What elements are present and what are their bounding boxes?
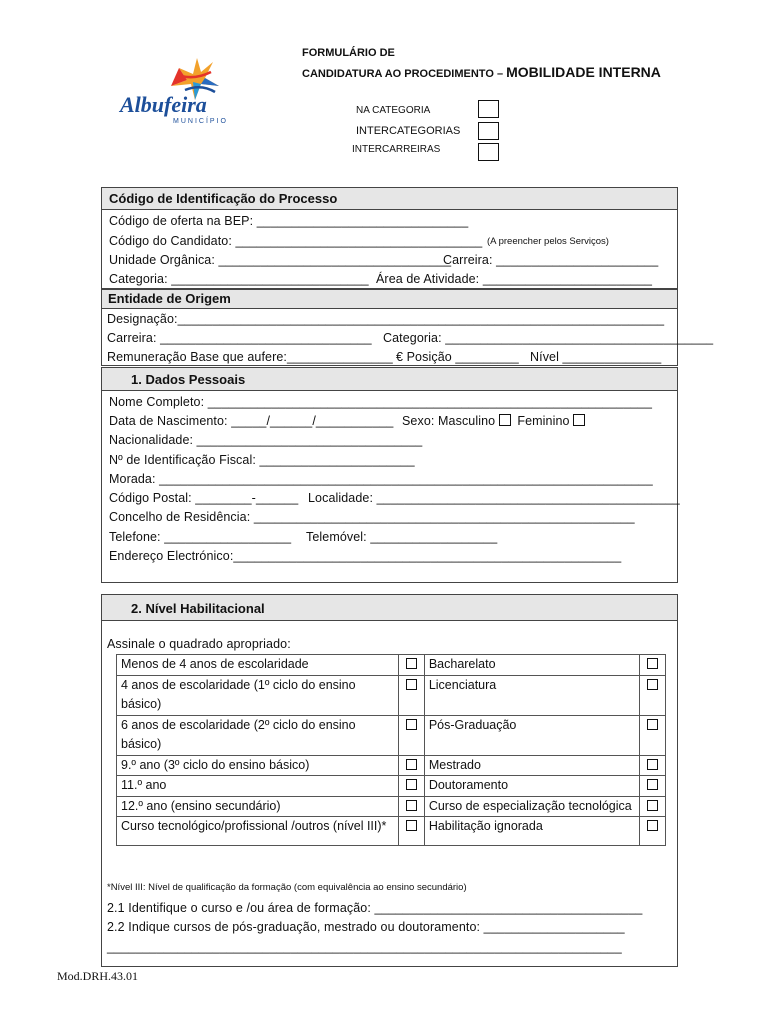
level-right-checkbox[interactable]: [647, 759, 658, 770]
curso-field[interactable]: 2.1 Identifique o curso e /ou área de formação: ______________________________________: [107, 901, 643, 915]
form-code: Mod.DRH.43.01: [57, 969, 139, 983]
table-row: [117, 817, 666, 846]
level-left-checkbox[interactable]: [406, 779, 417, 790]
origem-title: Entidade de Origem: [108, 291, 231, 306]
option-na-categoria-label: NA CATEGORIA: [356, 105, 431, 116]
level-left-label: 6 anos de escolaridade (2º ciclo do ensino básico): [117, 715, 399, 755]
form-title-line1: FORMULÁRIO DE: [302, 47, 395, 59]
codigo-candidato-field[interactable]: Código do Candidato: ___________________________________: [109, 234, 483, 248]
habilitacional-table: [116, 654, 666, 846]
level-left-checkbox[interactable]: [406, 679, 417, 690]
feminino-checkbox[interactable]: [573, 414, 585, 426]
level-right-label: Mestrado: [424, 755, 639, 776]
table-row: [117, 715, 666, 755]
telemovel-field[interactable]: Telemóvel: __________________: [306, 530, 498, 544]
posicao-field[interactable]: € Posição _________: [396, 350, 519, 364]
nif-field[interactable]: Nº de Identificação Fiscal: ______________________: [109, 453, 415, 467]
unidade-organica-field[interactable]: Unidade Orgânica: _________________________________: [109, 253, 452, 267]
option-na-categoria-checkbox[interactable]: [478, 100, 499, 118]
carreira-origem-field[interactable]: Carreira: ______________________________: [107, 331, 372, 345]
designacao-field[interactable]: Designação:_____________________________________________________________________: [107, 312, 665, 326]
level-left-label: Menos de 4 anos de escolaridade: [117, 655, 399, 676]
municipality-logo: [115, 52, 235, 132]
masculino-checkbox[interactable]: [499, 414, 511, 426]
level-right-label: Habilitação ignorada: [424, 817, 639, 846]
level-left-checkbox[interactable]: [406, 658, 417, 669]
candidato-note: (A preencher pelos Serviços): [487, 236, 609, 247]
nivel-field[interactable]: Nível ______________: [530, 350, 662, 364]
level-right-label: Pós-Graduação: [424, 715, 639, 755]
level-right-checkbox[interactable]: [647, 719, 658, 730]
carreira-processo-field[interactable]: Carreira: _______________________: [443, 253, 659, 267]
level-left-label: 12.º ano (ensino secundário): [117, 796, 399, 817]
nome-completo-field[interactable]: Nome Completo: _______________________________________________________________: [109, 395, 653, 409]
pos-graduacao-field[interactable]: 2.2 Indique cursos de pós-graduação, mestrado ou doutoramento: ____________________: [107, 920, 625, 934]
level-left-label: 4 anos de escolaridade (1º ciclo do ensino básico): [117, 675, 399, 715]
codigo-oferta-field[interactable]: Código de oferta na BEP: ______________________________: [109, 214, 469, 228]
remuneracao-field[interactable]: Remuneração Base que aufere:_______________: [107, 350, 393, 364]
categoria-processo-field[interactable]: Categoria: ____________________________: [109, 272, 369, 286]
level-right-label: Curso de especialização tecnológica: [424, 796, 639, 817]
level-left-label: 11.º ano: [117, 776, 399, 797]
habilitacional-instruction: Assinale o quadrado apropriado:: [107, 637, 291, 651]
option-intercategorias-checkbox[interactable]: [478, 122, 499, 140]
level-right-checkbox[interactable]: [647, 679, 658, 690]
email-field[interactable]: Endereço Electrónico:_______________________________________________________: [109, 549, 622, 563]
level-right-checkbox[interactable]: [647, 779, 658, 790]
table-row: [117, 655, 666, 676]
concelho-field[interactable]: Concelho de Residência: ______________________________________________________: [109, 510, 635, 524]
logo-text: Albufeira: [120, 92, 207, 117]
logo-subtext: MUNICÍPIO: [173, 118, 228, 125]
level-left-checkbox[interactable]: [406, 719, 417, 730]
level-right-label: Licenciatura: [424, 675, 639, 715]
option-intercarreiras-label: INTERCARREIRAS: [352, 144, 441, 155]
option-intercategorias-label: INTERCATEGORIAS: [356, 125, 461, 137]
level-right-checkbox[interactable]: [647, 658, 658, 669]
level-left-checkbox[interactable]: [406, 759, 417, 770]
telefone-field[interactable]: Telefone: __________________: [109, 530, 292, 544]
nacionalidade-field[interactable]: Nacionalidade: ________________________________: [109, 433, 423, 447]
pessoais-title: 1. Dados Pessoais: [131, 372, 246, 387]
habilitacional-title: 2. Nível Habilitacional: [131, 601, 265, 616]
form-title-line2: CANDIDATURA AO PROCEDIMENTO – MOBILIDADE INTERNA: [302, 64, 661, 80]
level-left-checkbox[interactable]: [406, 800, 417, 811]
categoria-origem-field[interactable]: Categoria: ______________________________________: [383, 331, 714, 345]
level-right-label: Bacharelato: [424, 655, 639, 676]
level-right-checkbox[interactable]: [647, 820, 658, 831]
level-left-checkbox[interactable]: [406, 820, 417, 831]
processo-title: Código de Identificação do Processo: [109, 191, 338, 206]
morada-field[interactable]: Morada: ______________________________________________________________________: [109, 472, 653, 486]
codigo-postal-field[interactable]: Código Postal: ________-______: [109, 491, 299, 505]
pos-graduacao-extra-line[interactable]: _________________________________________________________________________: [107, 940, 622, 954]
table-row: [117, 755, 666, 776]
data-nascimento-field[interactable]: Data de Nascimento: _____/______/___________: [109, 414, 394, 428]
level-left-label: Curso tecnológico/profissional /outros (nível III)*: [117, 817, 399, 846]
table-row: [117, 776, 666, 797]
level-right-label: Doutoramento: [424, 776, 639, 797]
localidade-field[interactable]: Localidade: ___________________________________________: [308, 491, 680, 505]
table-row: [117, 675, 666, 715]
nivel-footnote: *Nível III: Nível de qualificação da formação (com equivalência ao ensino secundário): [107, 882, 467, 893]
option-intercarreiras-checkbox[interactable]: [478, 143, 499, 161]
level-left-label: 9.º ano (3º ciclo do ensino básico): [117, 755, 399, 776]
sexo-masculino-label: Sexo: Masculino Feminino: [402, 414, 585, 428]
level-right-checkbox[interactable]: [647, 800, 658, 811]
area-atividade-field[interactable]: Área de Atividade: ________________________: [376, 272, 653, 286]
table-row: [117, 796, 666, 817]
